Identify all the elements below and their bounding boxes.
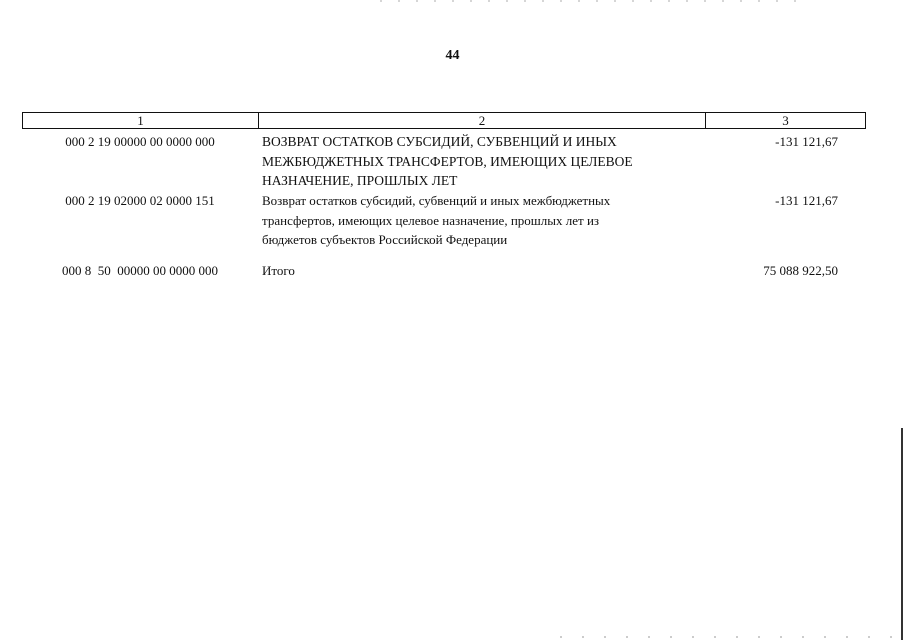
description-line: Возврат остатков субсидий, субвенций и иных межбюджетных [262,193,611,208]
column-header-1: 1 [23,113,259,128]
column-header-2: 2 [259,113,706,128]
description-line: ВОЗВРАТ ОСТАТКОВ СУБСИДИЙ, СУБВЕНЦИЙ И ИНЫХ [262,134,617,149]
description-line: НАЗНАЧЕНИЕ, ПРОШЛЫХ ЛЕТ [262,173,458,188]
scan-margin-line [901,428,903,640]
total-amount: 75 088 922,50 [763,263,838,278]
budget-code: 000 2 19 02000 02 0000 151 [65,193,215,208]
description-line: Итого [262,263,295,278]
column-header-3: 3 [782,113,789,128]
description-line: бюджетов субъектов Российской Федерации [262,232,508,247]
row-description [262,132,702,191]
row-amount: -131 121,67 [775,134,838,149]
description-line: трансфертов, имеющих целевое назначение, прошлых лет из [262,212,600,228]
scan-artifact-top [380,0,800,2]
row-description [262,261,702,281]
row-amount: -131 121,67 [775,193,838,208]
table-header-row [22,112,866,129]
description-line: МЕЖБЮДЖЕТНЫХ ТРАНСФЕРТОВ, ИМЕЮЩИХ ЦЕЛЕВОЕ [262,153,633,169]
row-description [262,191,702,250]
scan-artifact-bottom [560,636,900,638]
page-number: 44 [445,48,460,63]
budget-code: 000 8 50 00000 00 0000 000 [62,263,218,278]
budget-code: 000 2 19 00000 00 0000 000 [65,134,215,149]
